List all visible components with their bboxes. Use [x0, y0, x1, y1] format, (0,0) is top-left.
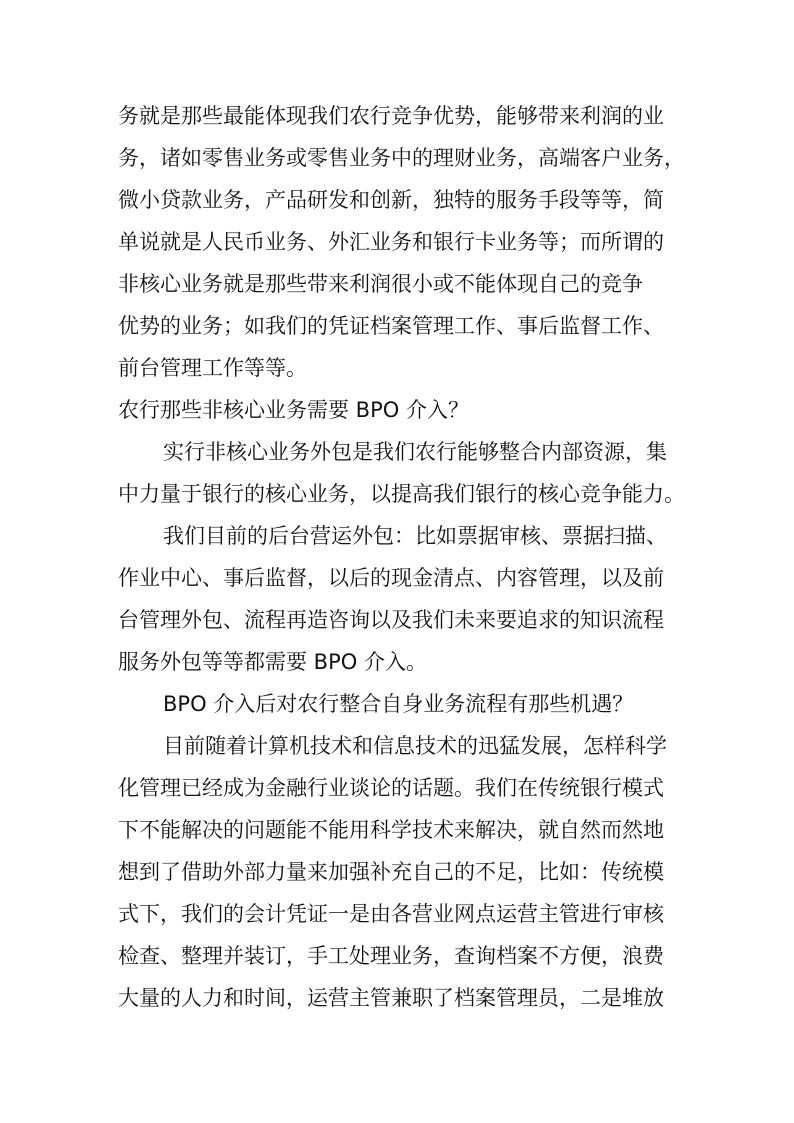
text-line: 想到了借助外部力量来加强补充自己的不足，比如：传统模	[118, 860, 664, 884]
text-line: 中力量于银行的核心业务，以提高我们银行的核心竞争能力。	[118, 482, 685, 506]
text-line: 单说就是人民币业务、外汇业务和银行卡业务等；而所谓的	[118, 230, 664, 254]
text-line: 式下，我们的会计凭证一是由各营业网点运营主管进行审核	[118, 902, 664, 926]
text-line: 化管理已经成为金融行业谈论的话题。我们在传统银行模式	[118, 776, 664, 800]
text-line: 下不能解决的问题能不能用科学技术来解决，就自然而然地	[118, 818, 664, 842]
text-line: 我们目前的后台营运外包：比如票据审核、票据扫描、	[163, 524, 667, 548]
text-line: 实行非核心业务外包是我们农行能够整合内部资源，集	[163, 440, 667, 464]
text-line: 非核心业务就是那些带来利润很小或不能体现自己的竞争	[118, 272, 643, 296]
text-line: 务，诸如零售业务或零售业务中的理财业务，高端客户业务，	[118, 146, 685, 170]
text-line: 优势的业务；如我们的凭证档案管理工作、事后监督工作、	[118, 314, 664, 338]
text-line: 服务外包等等都需要 BPO 介入。	[118, 650, 427, 674]
text-line: 作业中心、事后监督，以后的现金清点、内容管理，以及前	[118, 566, 664, 590]
section-heading: 农行那些非核心业务需要 BPO 介入？	[118, 398, 469, 422]
section-heading: BPO 介入后对农行整合自身业务流程有那些机遇？	[163, 692, 634, 716]
text-line: 目前随着计算机技术和信息技术的迅猛发展，怎样科学	[163, 734, 667, 758]
text-line: 前台管理工作等等。	[118, 356, 307, 380]
text-line: 大量的人力和时间，运营主管兼职了档案管理员，二是堆放	[118, 986, 664, 1010]
text-line: 台管理外包、流程再造咨询以及我们未来要追求的知识流程	[118, 608, 664, 632]
text-line: 务就是那些最能体现我们农行竞争优势，能够带来利润的业	[118, 104, 664, 128]
text-line: 微小贷款业务，产品研发和创新，独特的服务手段等等，简	[118, 188, 664, 212]
text-line: 检查、整理并装订，手工处理业务，查询档案不方便，浪费	[118, 944, 664, 968]
